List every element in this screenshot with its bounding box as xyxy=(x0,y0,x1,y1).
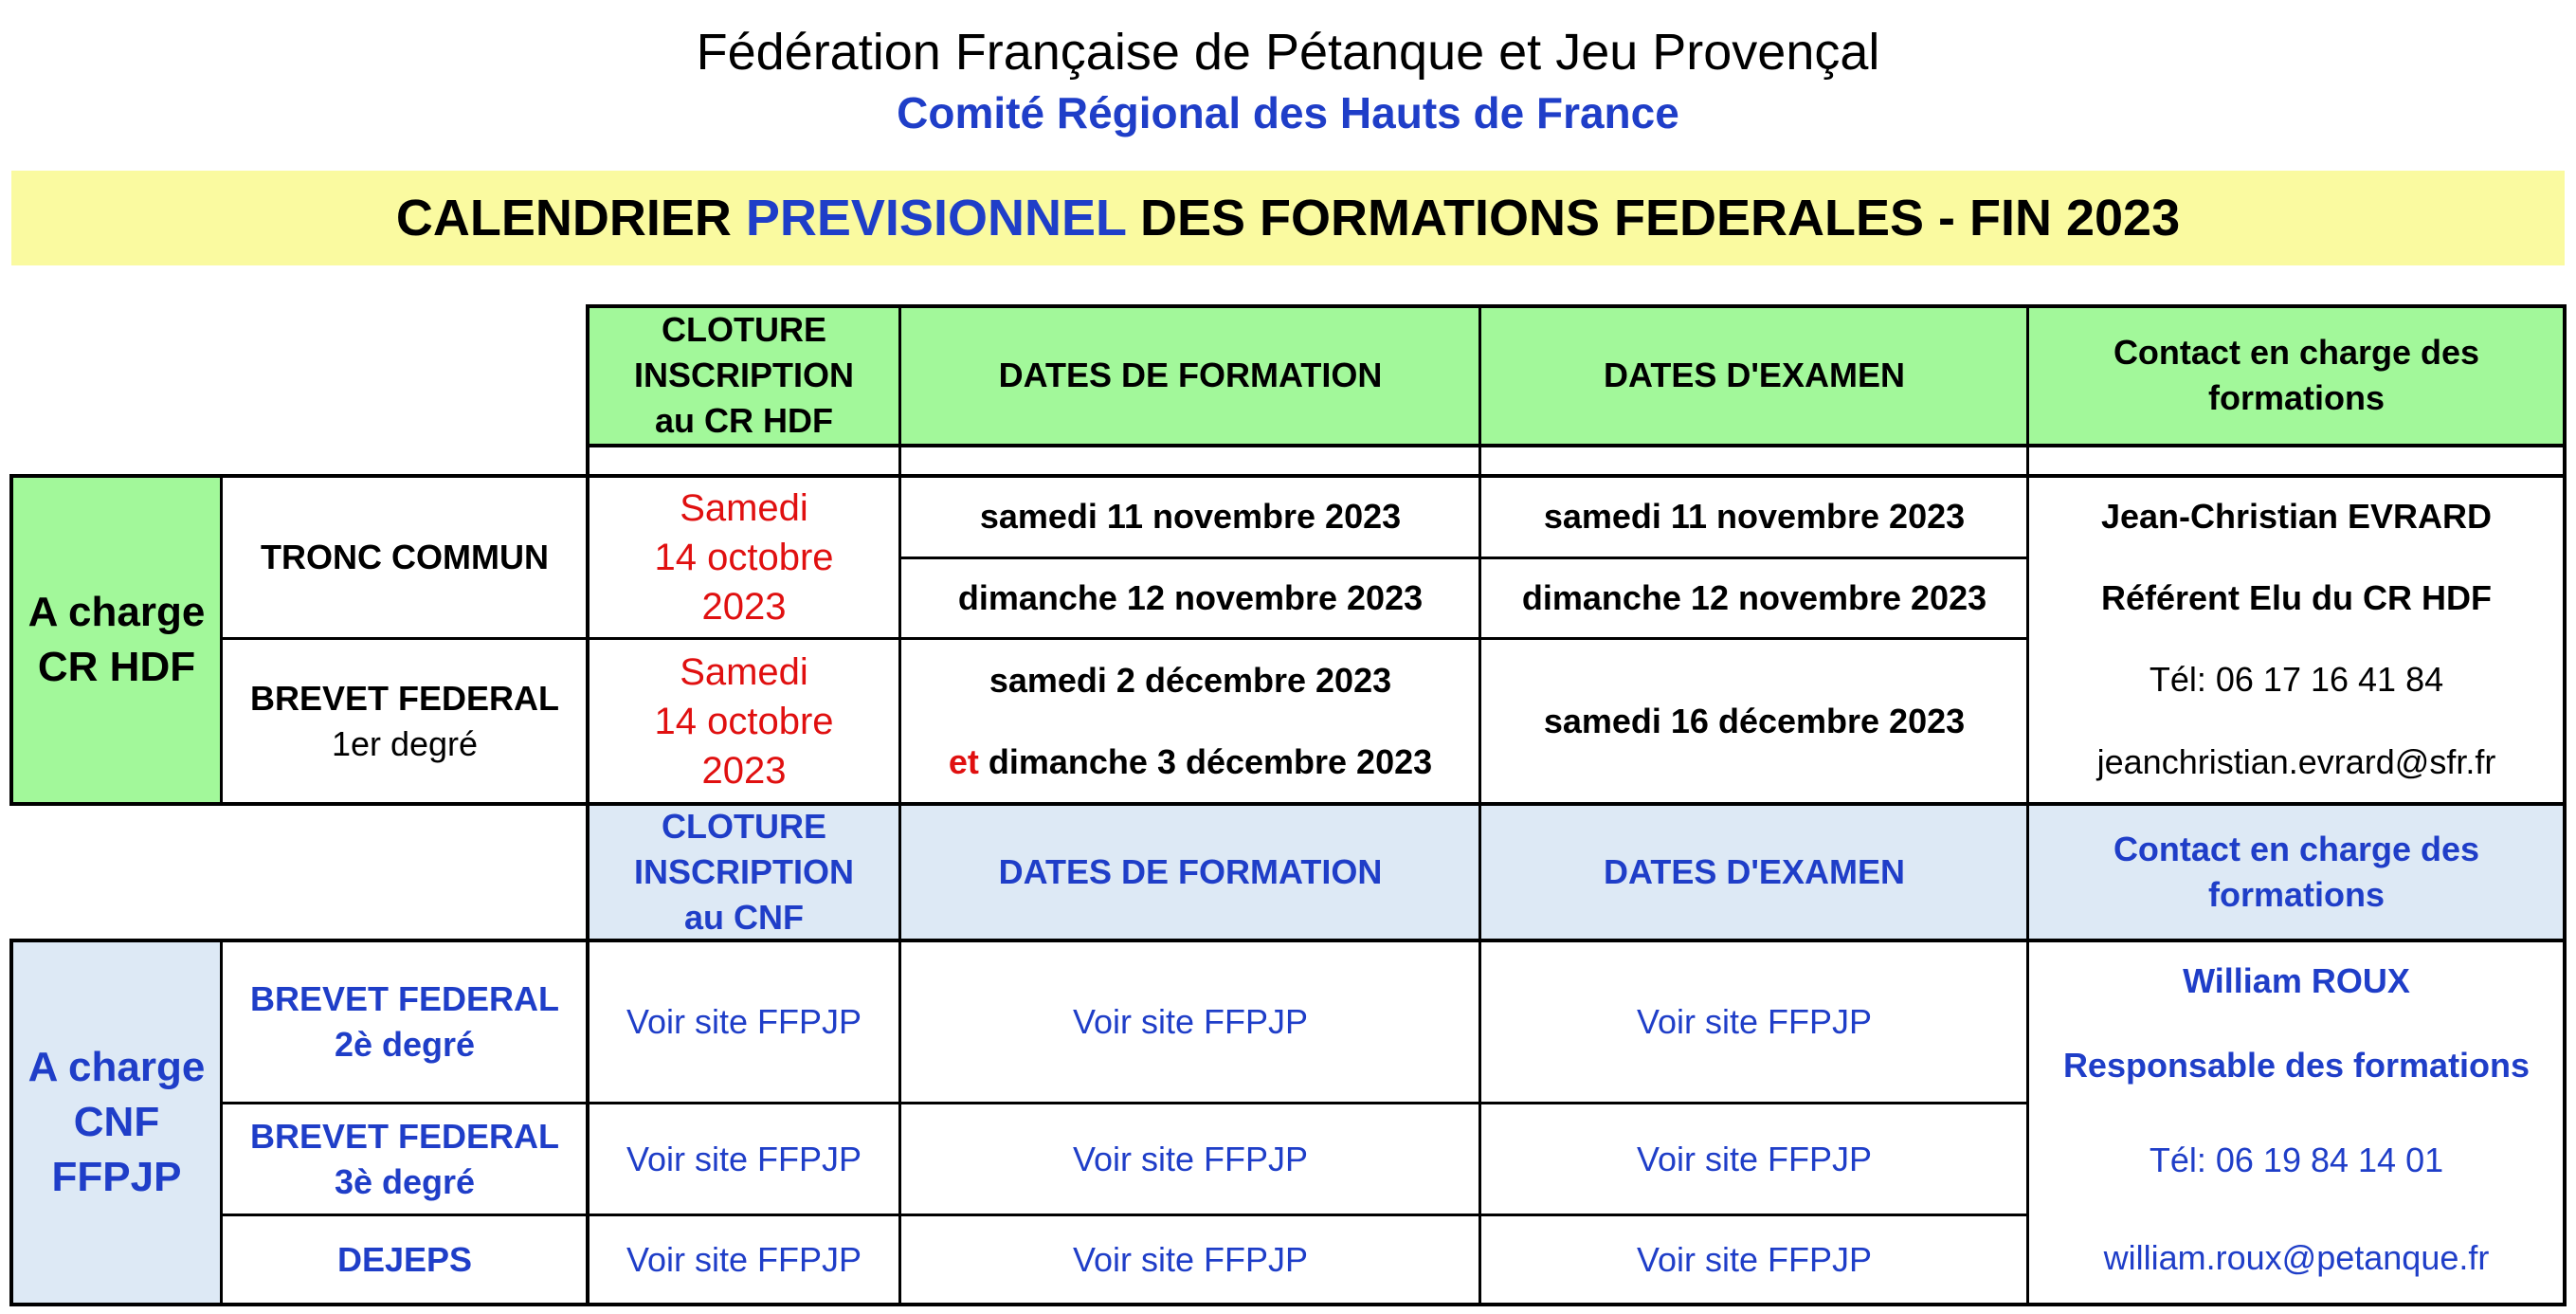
brevet-2-examen-link[interactable]: Voir site FFPJP xyxy=(1636,1002,1873,1041)
cnf-label-line1: A charge xyxy=(27,1044,206,1090)
cnf-header-examen: DATES D'EXAMEN xyxy=(1480,804,2028,940)
cr-header-cloture xyxy=(588,305,900,446)
cr-label-line2: CR HDF xyxy=(37,644,196,690)
brevet-3-name-line2: 3è degré xyxy=(334,1162,476,1201)
cloture-year: 2023 xyxy=(701,586,787,628)
cnf-section-label xyxy=(11,940,222,1305)
row-tronc-commun-cloture xyxy=(588,476,900,639)
row-brevet-3-name xyxy=(222,1104,588,1215)
cr-header-examen: DATES D'EXAMEN xyxy=(1480,305,2028,446)
dejeps-cloture-link[interactable]: Voir site FFPJP xyxy=(626,1240,862,1279)
dejeps-examen-link[interactable]: Voir site FFPJP xyxy=(1636,1240,1873,1279)
cr-contact-name: Jean-Christian EVRARD xyxy=(2100,497,2493,536)
cr-header-formation: DATES DE FORMATION xyxy=(900,305,1480,446)
tronc-examen-day1: samedi 11 novembre 2023 xyxy=(1543,497,1966,536)
cnf-contact-phone: Tél: 06 19 84 14 01 xyxy=(2149,1141,2444,1179)
brevet-2-formation-link[interactable]: Voir site FFPJP xyxy=(1072,1002,1309,1041)
cnf-label-line2: CNF xyxy=(73,1099,160,1145)
cr-header-contact xyxy=(2028,305,2565,446)
cnf-header-cloture-line2: INSCRIPTION xyxy=(633,852,854,891)
cnf-label-line3: FFPJP xyxy=(51,1154,182,1200)
banner-highlight: PREVISIONNEL xyxy=(745,190,1126,246)
banner-title xyxy=(396,189,2180,247)
cnf-contact-role: Responsable des formations xyxy=(2062,1046,2531,1085)
brevet-3-name-line1: BREVET FEDERAL xyxy=(249,1117,560,1156)
cr-label-line1: A charge xyxy=(27,589,206,635)
cnf-contact-name: William ROUX xyxy=(2183,961,2410,1000)
brevet-1-name-line2: 1er degré xyxy=(331,724,479,763)
banner-part-2: DES FORMATIONS FEDERALES - FIN 2023 xyxy=(1125,190,2181,246)
brevet-2-cloture-link[interactable]: Voir site FFPJP xyxy=(626,1002,862,1041)
brevet-2-name-line2: 2è degré xyxy=(334,1025,476,1064)
organization-title: Fédération Française de Pétanque et Jeu Provençal xyxy=(696,24,1880,81)
row-dejeps-name: DEJEPS xyxy=(336,1240,473,1279)
cnf-header-cloture xyxy=(588,804,900,940)
title-banner xyxy=(11,171,2565,265)
cr-header-contact-line1: Contact en charge des xyxy=(2113,333,2480,372)
tronc-formation-day2: dimanche 12 novembre 2023 xyxy=(957,578,1424,617)
row-brevet-1-examen: samedi 16 décembre 2023 xyxy=(1543,702,1966,740)
row-tronc-commun-name: TRONC COMMUN xyxy=(261,538,549,576)
cloture-year: 2023 xyxy=(701,750,787,792)
cnf-header-contact-line2: formations xyxy=(2207,875,2385,914)
cloture-day: Samedi xyxy=(680,651,808,693)
committee-subtitle: Comité Régional des Hauts de France xyxy=(897,88,1679,137)
cr-header-cloture-line3: au CR HDF xyxy=(655,401,833,440)
cnf-header-contact-line1: Contact en charge des xyxy=(2113,830,2480,868)
dejeps-formation-link[interactable]: Voir site FFPJP xyxy=(1072,1240,1309,1279)
brevet-1-formation-day2-wrap xyxy=(949,721,1432,803)
cr-contact-role: Référent Elu du CR HDF xyxy=(2100,578,2492,617)
tronc-formation-day1: samedi 11 novembre 2023 xyxy=(979,497,1402,536)
tronc-examen-day2: dimanche 12 novembre 2023 xyxy=(1521,578,1987,617)
row-brevet-1-cloture xyxy=(588,639,900,804)
cnf-header-formation: DATES DE FORMATION xyxy=(900,804,1480,940)
cr-contact-phone: Tél: 06 17 16 41 84 xyxy=(2149,660,2444,699)
brevet-2-name-line1: BREVET FEDERAL xyxy=(249,979,560,1018)
cr-contact xyxy=(2028,476,2565,804)
row-brevet-2-name xyxy=(222,940,588,1104)
cnf-contact-email[interactable]: william.roux@petanque.fr xyxy=(2103,1238,2490,1277)
cnf-header-cloture-line1: CLOTURE xyxy=(662,807,826,846)
cnf-header-contact xyxy=(2028,804,2565,940)
cloture-date: 14 octobre xyxy=(654,537,834,578)
brevet-3-formation-link[interactable]: Voir site FFPJP xyxy=(1072,1140,1309,1178)
row-brevet-1-formation xyxy=(900,639,1480,804)
brevet-3-cloture-link[interactable]: Voir site FFPJP xyxy=(626,1140,862,1178)
banner-part-1: CALENDRIER xyxy=(395,190,746,246)
row-brevet-1-name xyxy=(222,639,588,804)
cr-header-contact-line2: formations xyxy=(2207,378,2385,417)
brevet-1-formation-day1: samedi 2 décembre 2023 xyxy=(989,661,1392,700)
brevet-1-formation-day2: dimanche 3 décembre 2023 xyxy=(988,742,1433,781)
and-word: et xyxy=(948,742,979,781)
cnf-contact xyxy=(2028,940,2565,1305)
brevet-3-examen-link[interactable]: Voir site FFPJP xyxy=(1636,1140,1873,1178)
cr-section-label xyxy=(11,476,222,804)
cr-contact-email[interactable]: jeanchristian.evrard@sfr.fr xyxy=(2096,742,2496,781)
brevet-1-name-line1: BREVET FEDERAL xyxy=(249,679,560,718)
cloture-day: Samedi xyxy=(680,487,808,529)
cr-header-cloture-line1: CLOTURE xyxy=(662,310,826,349)
cloture-date: 14 octobre xyxy=(654,701,834,742)
cr-header-cloture-line2: INSCRIPTION xyxy=(633,356,854,394)
cnf-header-cloture-line3: au CNF xyxy=(684,898,804,937)
